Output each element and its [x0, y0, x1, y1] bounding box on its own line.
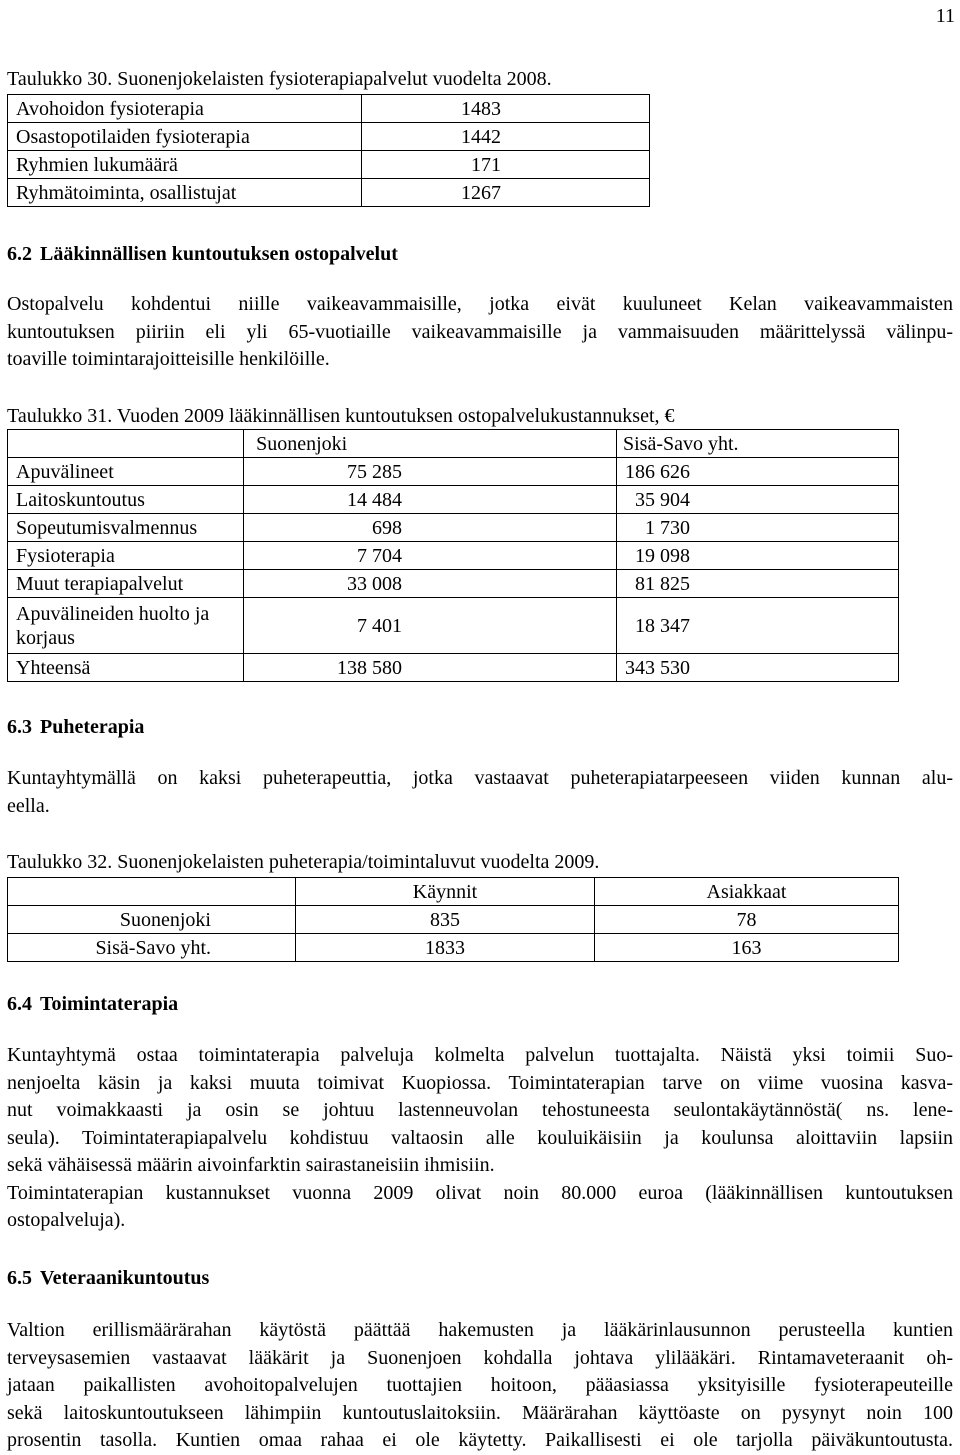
section-number: 6.5 — [7, 1267, 32, 1289]
table-row — [8, 906, 899, 934]
paragraph-6-2 — [7, 291, 953, 374]
cell-suonenjoki: 138 580 — [244, 654, 617, 682]
table-header-row — [8, 878, 899, 906]
text-line: seula). Toimintaterapiapalvelu kohdistuu valtaosin alle kouluikäisiin ja koulunsa aloittaviin lapsiin — [7, 1126, 953, 1149]
paragraph-6-5 — [7, 1317, 953, 1455]
row-label-line: Apuvälineiden huolto ja — [16, 602, 210, 625]
row-label: Fysioterapia — [8, 542, 244, 570]
text-line: nenjoelta käsin ja kaksi muuta toimivat Kuopiossa. Toimintaterapian tarve on viime vuosina kasva- — [7, 1071, 953, 1094]
table32 — [7, 877, 899, 962]
table-row — [8, 570, 899, 598]
table-row — [8, 95, 650, 123]
header-cell — [8, 430, 244, 458]
table31 — [7, 429, 899, 682]
cell-kaynnit: 835 — [296, 906, 595, 934]
row-label: Suonenjoki — [8, 906, 296, 934]
row-label: Laitoskuntoutus — [8, 486, 244, 514]
text-line: Valtion erillismäärärahan käytöstä päättää hakemusten ja lääkärinlausunnon perusteella kuntien — [7, 1319, 953, 1341]
cell-sisa-savo: 343 530 — [617, 654, 899, 682]
section-number: 6.3 — [7, 716, 32, 738]
row-label: Ryhmätoiminta, osallistujat — [8, 179, 362, 207]
table-row — [8, 458, 899, 486]
table-row — [8, 486, 899, 514]
cell-sisa-savo: 35 904 — [617, 486, 899, 514]
table-row — [8, 179, 650, 207]
row-value: 1483 — [362, 95, 650, 123]
text-line: sekä vähäisessä määrin aivoinfarktin sairastaneisiin ihmisiin. — [7, 1154, 495, 1176]
cell-asiakkaat: 78 — [595, 906, 899, 934]
row-label: Ryhmien lukumäärä — [8, 151, 362, 179]
text-line: jataan paikallisten avohoitopalvelujen tuottajien hoitoon, pääasiassa yksityisille fysioterapeuteille — [7, 1374, 953, 1396]
row-value: 171 — [362, 151, 650, 179]
table-row — [8, 514, 899, 542]
text-line: kuntoutuksen piiriin eli yli 65-vuotiaille vaikeavammaisille ja vammaisuuden määrittelyssä välinpu- — [7, 320, 953, 343]
row-label: Avohoidon fysioterapia — [8, 95, 362, 123]
table-row — [8, 934, 899, 962]
section-title: Lääkinnällisen kuntoutuksen ostopalvelut — [40, 243, 398, 265]
header-cell: Suonenjoki — [244, 430, 617, 458]
cell-asiakkaat: 163 — [595, 934, 899, 962]
cell-suonenjoki: 7 401 — [244, 598, 617, 654]
section-heading-6-4 — [7, 992, 178, 1016]
cell-suonenjoki: 75 285 — [244, 458, 617, 486]
cell-sisa-savo: 81 825 — [617, 570, 899, 598]
section-title: Toimintaterapia — [40, 993, 179, 1015]
text-line: prosentin tasolla. Kuntien omaa rahaa ei ole käytetty. Paikallisesti ei ole tarjolla päiväkuntoutusta. — [7, 1429, 953, 1451]
text-line: eella. — [7, 794, 50, 817]
header-cell: Sisä-Savo yht. — [617, 430, 899, 458]
text-line: Kuntayhtymä ostaa toimintaterapia palveluja kolmelta palvelun tuottajalta. Näistä yksi toimii Suo- — [7, 1044, 953, 1066]
text-line: Ostopalvelu kohdentui niille vaikeavammaisille, jotka eivät kuuluneet Kelan vaikeavammaisten — [7, 293, 953, 315]
cell-suonenjoki: 7 704 — [244, 542, 617, 570]
paragraph-6-3 — [7, 765, 953, 820]
section-heading-6-3 — [7, 715, 144, 739]
text-line: toaville toimintarajoitteisille henkilöille. — [7, 348, 330, 370]
text-line: ostopalveluja). — [7, 1209, 126, 1231]
cell-suonenjoki: 14 484 — [244, 486, 617, 514]
header-cell: Asiakkaat — [595, 878, 899, 906]
cell-suonenjoki: 33 008 — [244, 570, 617, 598]
paragraph-6-4 — [7, 1042, 953, 1235]
section-title: Veteraanikuntoutus — [40, 1267, 210, 1289]
table-total-row — [8, 654, 899, 682]
table30 — [7, 94, 650, 207]
row-value: 1267 — [362, 179, 650, 207]
cell-sisa-savo: 19 098 — [617, 542, 899, 570]
header-cell: Käynnit — [296, 878, 595, 906]
table-row — [8, 542, 899, 570]
text-line: terveysasemien vastaavat lääkärit ja Suonenjoen kohdalla johtava ylilääkäri. Rintamaveteraanit oh- — [7, 1346, 953, 1369]
header-cell — [8, 878, 296, 906]
cell-kaynnit: 1833 — [296, 934, 595, 962]
row-label: Osastopotilaiden fysioterapia — [8, 123, 362, 151]
cell-sisa-savo: 1 730 — [617, 514, 899, 542]
cell-suonenjoki: 698 — [244, 514, 617, 542]
text-line: nut voimakkaasti ja osin se johtuu lastenneuvolan tehostuneesta seulontakäytännöstä( ns. lene- — [7, 1099, 953, 1121]
text-line: sekä laitoskuntoutukseen lähimpiin kuntoutuslaitoksiin. Määrärahan käyttöaste on pysynyt noin 100 — [7, 1401, 953, 1424]
row-label: Muut terapiapalvelut — [8, 570, 244, 598]
cell-sisa-savo: 186 626 — [617, 458, 899, 486]
row-label: Sopeutumisvalmennus — [8, 514, 244, 542]
table31-caption: Taulukko 31. Vuoden 2009 lääkinnällisen kuntoutuksen ostopalvelukustannukset, € — [7, 405, 675, 427]
section-title: Puheterapia — [40, 716, 145, 738]
section-heading-6-2 — [7, 242, 398, 266]
row-label: Sisä-Savo yht. — [8, 934, 296, 962]
section-number: 6.4 — [7, 993, 32, 1015]
table32-caption: Taulukko 32. Suonenjokelaisten puheterapia/toimintaluvut vuodelta 2009. — [7, 851, 600, 873]
cell-sisa-savo: 18 347 — [617, 598, 899, 654]
table-header-row — [8, 430, 899, 458]
text-line: Kuntayhtymällä on kaksi puheterapeuttia, jotka vastaavat puheterapiatarpeeseen viiden kunnan alu- — [7, 767, 953, 789]
table30-caption: Taulukko 30. Suonenjokelaisten fysioterapiapalvelut vuodelta 2008. — [7, 68, 552, 90]
row-label-line: korjaus — [16, 626, 75, 649]
text-line: Toimintaterapian kustannukset vuonna 2009 olivat noin 80.000 euroa (lääkinnällisen kuntoutuksen — [7, 1181, 953, 1204]
row-label: Apuvälineet — [8, 458, 244, 486]
table-row — [8, 151, 650, 179]
table-row — [8, 123, 650, 151]
section-heading-6-5 — [7, 1266, 209, 1290]
table-row — [8, 598, 899, 654]
row-label — [8, 598, 244, 654]
page-number: 11 — [935, 5, 955, 27]
row-value: 1442 — [362, 123, 650, 151]
section-number: 6.2 — [7, 243, 32, 265]
row-label: Yhteensä — [8, 654, 244, 682]
